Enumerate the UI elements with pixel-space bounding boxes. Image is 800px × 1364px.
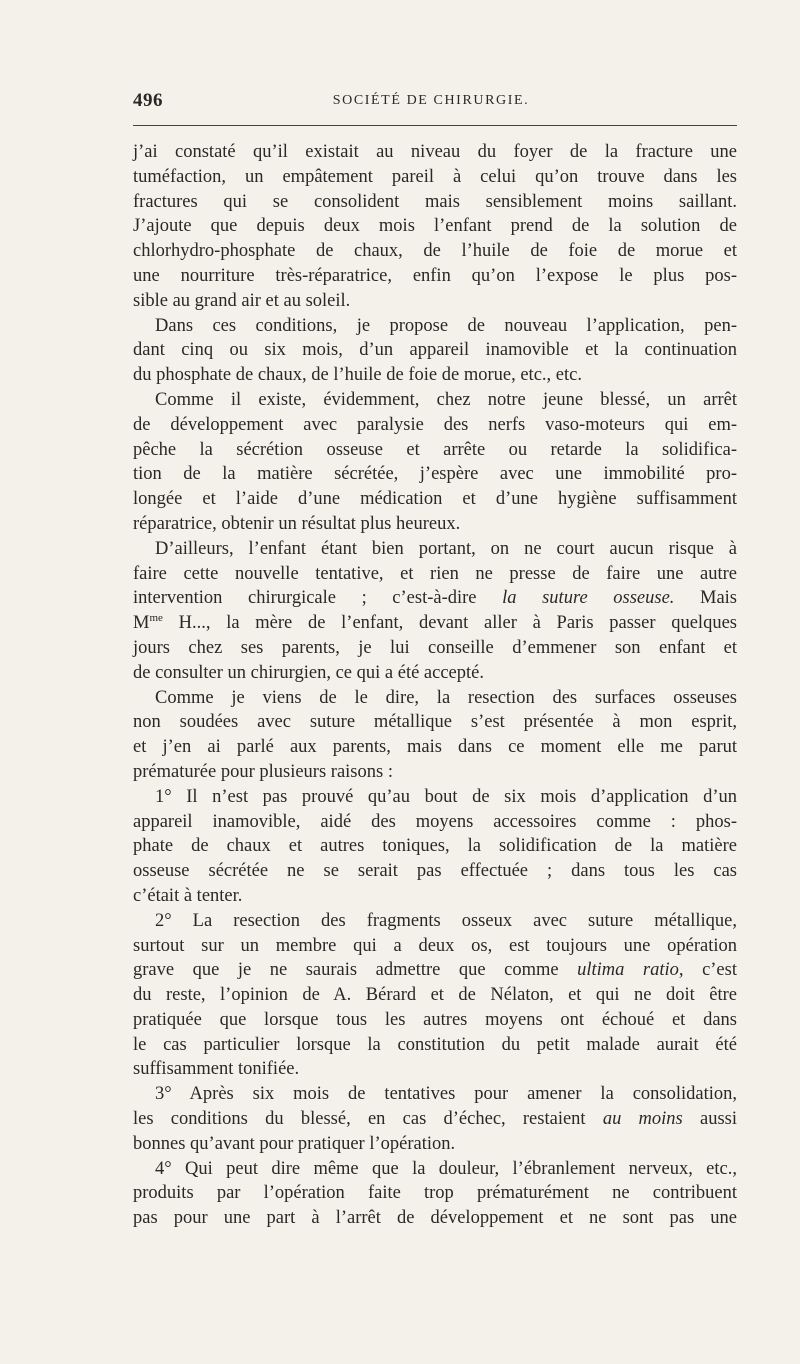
text-line: 4° Qui peut dire même que la douleur, l’ébranlement nerveux, etc., xyxy=(155,1158,737,1179)
text-span: H..., la mère de l’enfant, devant aller à Paris passer quelques xyxy=(178,613,737,634)
superscript: me xyxy=(149,612,163,625)
text-line: réparatrice, obtenir un résultat plus heureux. xyxy=(133,513,461,534)
text-line xyxy=(133,611,737,636)
text-line: du phosphate de chaux, de l’huile de foie de morue, etc., etc. xyxy=(133,365,582,386)
text-line: faire cette nouvelle tentative, et rien ne presse de faire une autre xyxy=(133,563,737,584)
text-span: grave que je ne saurais admettre que comme xyxy=(133,960,559,981)
body-text xyxy=(133,140,737,1231)
text-line: D’ailleurs, l’enfant étant bien portant, on ne court aucun risque à xyxy=(155,538,737,559)
text-line: c’était à tenter. xyxy=(133,885,243,906)
text-line: 3° Après six mois de tentatives pour amener la consolidation, xyxy=(155,1084,737,1105)
text-span: Mais xyxy=(700,588,737,609)
text-line: phate de chaux et autres toniques, la solidification de la matière xyxy=(133,836,737,857)
text-line: et j’en ai parlé aux parents, mais dans ce moment elle me parut xyxy=(133,737,737,758)
text-line: sible au grand air et au soleil. xyxy=(133,290,351,311)
text-line: produits par l’opération faite trop prématurément ne contribuent xyxy=(133,1183,737,1204)
text-line: pêche la sécrétion osseuse et arrête ou retarde la solidifica- xyxy=(133,439,737,460)
text-line: Dans ces conditions, je propose de nouveau l’application, pen- xyxy=(155,315,737,336)
text-line: suffisamment tonifiée. xyxy=(133,1059,300,1080)
text-line: fractures qui se consolident mais sensiblement moins saillant. xyxy=(133,191,737,212)
text-line: longée et l’aide d’une médication et d’une hygiène suffisamment xyxy=(133,489,737,510)
header-rule xyxy=(133,125,737,126)
text-line: appareil inamovible, aidé des moyens accessoires comme : phos- xyxy=(133,811,737,832)
text-line: de consulter un chirurgien, ce qui a été accepté. xyxy=(133,662,484,683)
text-line: Comme je viens de le dire, la resection des surfaces osseuses xyxy=(155,687,737,708)
text-line: Comme il existe, évidemment, chez notre jeune blessé, un arrêt xyxy=(155,389,737,410)
page-header xyxy=(133,90,729,112)
text-line xyxy=(133,586,737,611)
text-span: intervention chirurgicale ; c’est-à-dire xyxy=(133,588,477,609)
text-line: osseuse sécrétée ne se serait pas effectuée ; dans tous les cas xyxy=(133,861,737,882)
text-line: le cas particulier lorsque la constitution du petit malade aurait été xyxy=(133,1034,737,1055)
text-span: M xyxy=(133,613,150,634)
text-line: chlorhydro-phosphate de chaux, de l’huile de foie de morue et xyxy=(133,241,737,262)
italic-phrase: ultima ratio, xyxy=(577,960,684,981)
text-line: bonnes qu’avant pour pratiquer l’opération. xyxy=(133,1133,456,1154)
text-line: tuméfaction, un empâtement pareil à celui qu’on trouve dans les xyxy=(133,166,737,187)
italic-phrase: au moins xyxy=(602,1109,683,1130)
text-line: jours chez ses parents, je lui conseille d’emmener son enfant et xyxy=(133,637,737,658)
text-span: les conditions du blessé, en cas d’échec, restaient xyxy=(133,1109,586,1130)
text-span: c’est xyxy=(702,960,737,981)
text-line: J’ajoute que depuis deux mois l’enfant prend de la solution de xyxy=(133,216,737,237)
text-line: prématurée pour plusieurs raisons : xyxy=(133,761,393,782)
text-line: 2° La resection des fragments osseux avec suture métallique, xyxy=(155,910,737,931)
text-line: surtout sur un membre qui a deux os, est toujours une opération xyxy=(133,935,737,956)
text-line: non soudées avec suture métallique s’est présentée à mon esprit, xyxy=(133,712,737,733)
text-span: aussi xyxy=(700,1109,738,1130)
text-line: j’ai constaté qu’il existait au niveau du foyer de la fracture une xyxy=(133,142,737,162)
text-line: dant cinq ou six mois, d’un appareil inamovible et la continuation xyxy=(133,340,737,361)
text-line: tion de la matière sécrétée, j’espère avec une immobilité pro- xyxy=(133,464,737,485)
running-head: SOCIÉTÉ DE CHIRURGIE. xyxy=(332,93,530,108)
italic-phrase: la suture osseuse. xyxy=(502,588,675,609)
text-line: pratiquée que lorsque tous les autres moyens ont échoué et dans xyxy=(133,1009,737,1030)
text-line xyxy=(133,958,737,983)
text-line: une nourriture très-réparatrice, enfin qu’on l’expose le plus pos- xyxy=(133,265,737,286)
text-line: de développement avec paralysie des nerfs vaso-moteurs qui em- xyxy=(133,414,737,435)
text-line: pas pour une part à l’arrêt de développement et ne sont pas une xyxy=(133,1208,737,1229)
text-line xyxy=(133,1107,737,1132)
text-line: du reste, l’opinion de A. Bérard et de Nélaton, et qui ne doit être xyxy=(133,985,737,1006)
page-number: 496 xyxy=(133,90,163,111)
text-line: 1° Il n’est pas prouvé qu’au bout de six mois d’application d’un xyxy=(155,786,737,807)
